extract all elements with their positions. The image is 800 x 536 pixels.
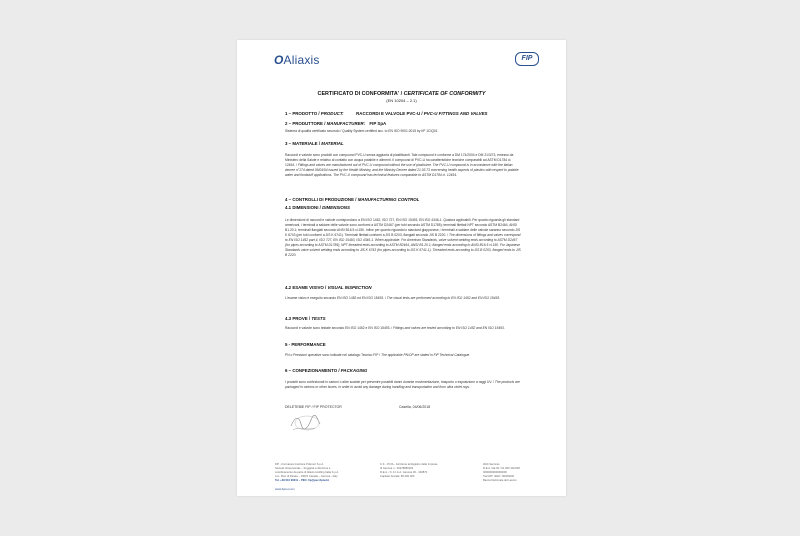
fip-logo: FIP xyxy=(515,52,539,66)
document-title: CERTIFICATO DI CONFORMITA' / CERTIFICATE OF CONFORMITY xyxy=(317,91,486,97)
signature-line: DELETEBIE FIP / FIP PROTECTOR xyxy=(285,405,342,409)
section-performance-heading: 5 - PERFORMANCE xyxy=(285,342,326,347)
section-tests-heading: 4.3 PROVE / TESTS xyxy=(285,316,326,321)
section-packaging-text: I prodotti sono confezionati in cartoni o altre scatole per prevenire possibili danni durante movimentazione, trasporto o esposizione a raggi UV. / The products are packaged in cartons or other boxes, in order to avoid any damage during handling and transportation and from ultra violet rays. xyxy=(285,380,520,389)
issue-date: Casella, 04/06/2018 xyxy=(399,405,431,409)
footer-website-link[interactable]: www.fipnet.com xyxy=(275,487,295,491)
section-dimensions-heading: 4.1 DIMENSIONI / DIMENSIONS xyxy=(285,205,350,210)
footer-company-info: FIP - Formatura Iniezione Polimeri S.p.A. Società Unipersonale – Soggetta a direzione e coordinamento da parte di Aliaxis Holding Italia S.p.A. Loc. Pian di Parata – 16015 Casella – Genova - Italy Tel. +39 010 96211 – PEC: fip@pec.fipnet.it xyxy=(275,463,339,482)
section-visual-text: L'esame visivo è eseguito secondo EN ISO 1452 ed EN ISO 15493. / The visual tests are performed according to EN ISO 1452 and EN ISO 15493. xyxy=(285,296,501,300)
certificate-page xyxy=(237,40,566,496)
footer-contact[interactable]: Tel. +39 010 96211 – PEC: fip@pec.fipnet.it xyxy=(275,479,330,482)
aliaxis-logo: OAliaxis xyxy=(274,53,320,67)
footer-registration-info: C.F. - P.IVA - Iscrizione al Registro delle Imprese di Genova n.: 00278880103 R.E.A. / C.C.I.A.A. Genova 00 - 190870 Capitale Sociale: €6.200.000 xyxy=(380,463,438,478)
document-subtitle: (EN 10204 – 2.1) xyxy=(386,98,417,103)
section-control-heading: 4 – CONTROLLI DI PRODUZIONE / MANUFACTURING CONTROL xyxy=(285,197,420,202)
aliaxis-logo-mark: O xyxy=(274,53,284,67)
section-packaging-heading: 6 – CONFEZIONAMENTO / PACKAGING xyxy=(285,368,368,373)
section-dimensions-text: Le dimensioni di raccordi e valvole corrispondono a EN ISO 1452, ISO 727, EN ISO 15493, EN ISO 4346-1. Qualora applicabili. Per quanto riguarda gli standard americani, i terminali a saldare delle valvole sono conformi a ASTM D2467 (per tubi secondo ASTM D1785); terminali filettati NPT secondo ASTM B2464, ANSI B1.20.1; terminali flangiati secondo ANSI B16.5 cl.150. Infine per quanto riguarda lo standard giapponese, i terminali a saldare delle valvole saranno secondo JIS K 6743 (per tubi conformi a JIS K 6741). Terminali filettati conformi a JIS B 0203, flangiati secondo JIS B 2220. / The dimensions of fittings and valves correspond to EN ISO 1452 part 4, ISO 727, EN ISO 15493, ISO 4346-1. When applicable. For American Standards, valve solvent welding ends according to ASTM D2467 (for pipes according to ASTM D1785); NPT threaded ends according to ASTM B2464, ANSI B1.20.1; flanged ends according to ANSI B16.5 cl.150. For Japanese Standards valve solvent welding ends according to JIS K 6743 (for pipes according to JIS K 6741-1). Threaded ends according to JIS B 0203, flanged ends to JIS B 2220. xyxy=(285,218,521,257)
signature-stamp-icon xyxy=(287,412,323,434)
section-tests-text: Raccordi e valvole sono testate secondo EN ISO 1452 e EN ISO 15493. / Fittings and valves are tested according to EN ISO 1452 and EN ISO 15493. xyxy=(285,326,505,330)
section-material-heading: 3 – MATERIALE / MATERIAL xyxy=(285,141,344,146)
section-product-heading: 1 – PRODOTTO / PRODUCT: RACCORDI E VALVOLE PVC-U / PVC-U FITTINGS AND VALVES xyxy=(285,111,488,116)
section-material-text: Raccordi e valvole sono prodotti con compound PVC-U senza aggiunta di plastificanti. Tale compound è conforme a DM 174/2004 e DM 21/3/73, emesso da Ministero della Salute e relativo al contatto con acqua potabile e alimenti. Il compound di PVC-U ha caratteristiche tecniche comparabili ad ASTM D1784 cl. 12454. / Fittings and valves are manufactured out of PVC-U compound without the use of plasticizer. The PVC-U compound is in accordance with the Italian decree n°174 dated 06/04/04 issued by the Health Ministry, and the Ministry Decree dated 21.03.73 concerning health aspects of plastics with respect to potable water and foodstuff applications. The PVC-U compound has technical features comparable to ASTM D1784 cl. 12454. xyxy=(285,153,519,177)
section-performance-text: PN o Pressioni operative sono indicate nel catalogo Tecnico FIP / The applicable PN/OP are stated in FIP Technical Catalogue. xyxy=(285,353,471,357)
section-manufacturer-text: Sistema di qualità certificato secondo / Quality System certified acc. to EN ISO 9001:2015 by IIP 1CIQ01 xyxy=(285,129,438,133)
section-visual-heading: 4.2 ESAME VISIVO / VISUAL INSPECTION xyxy=(285,285,372,290)
section-manufacturer-heading: 2 – PRODUTTORE / MANUFACTURER: FIP SpA xyxy=(285,121,387,126)
footer-bank-info: Web Services R.E.A. GE 00 / 01 000 411/000 0000000000000000 Tax/VAT: 4022 / 00000000 Banca Nazionale del Lavoro xyxy=(483,463,520,482)
